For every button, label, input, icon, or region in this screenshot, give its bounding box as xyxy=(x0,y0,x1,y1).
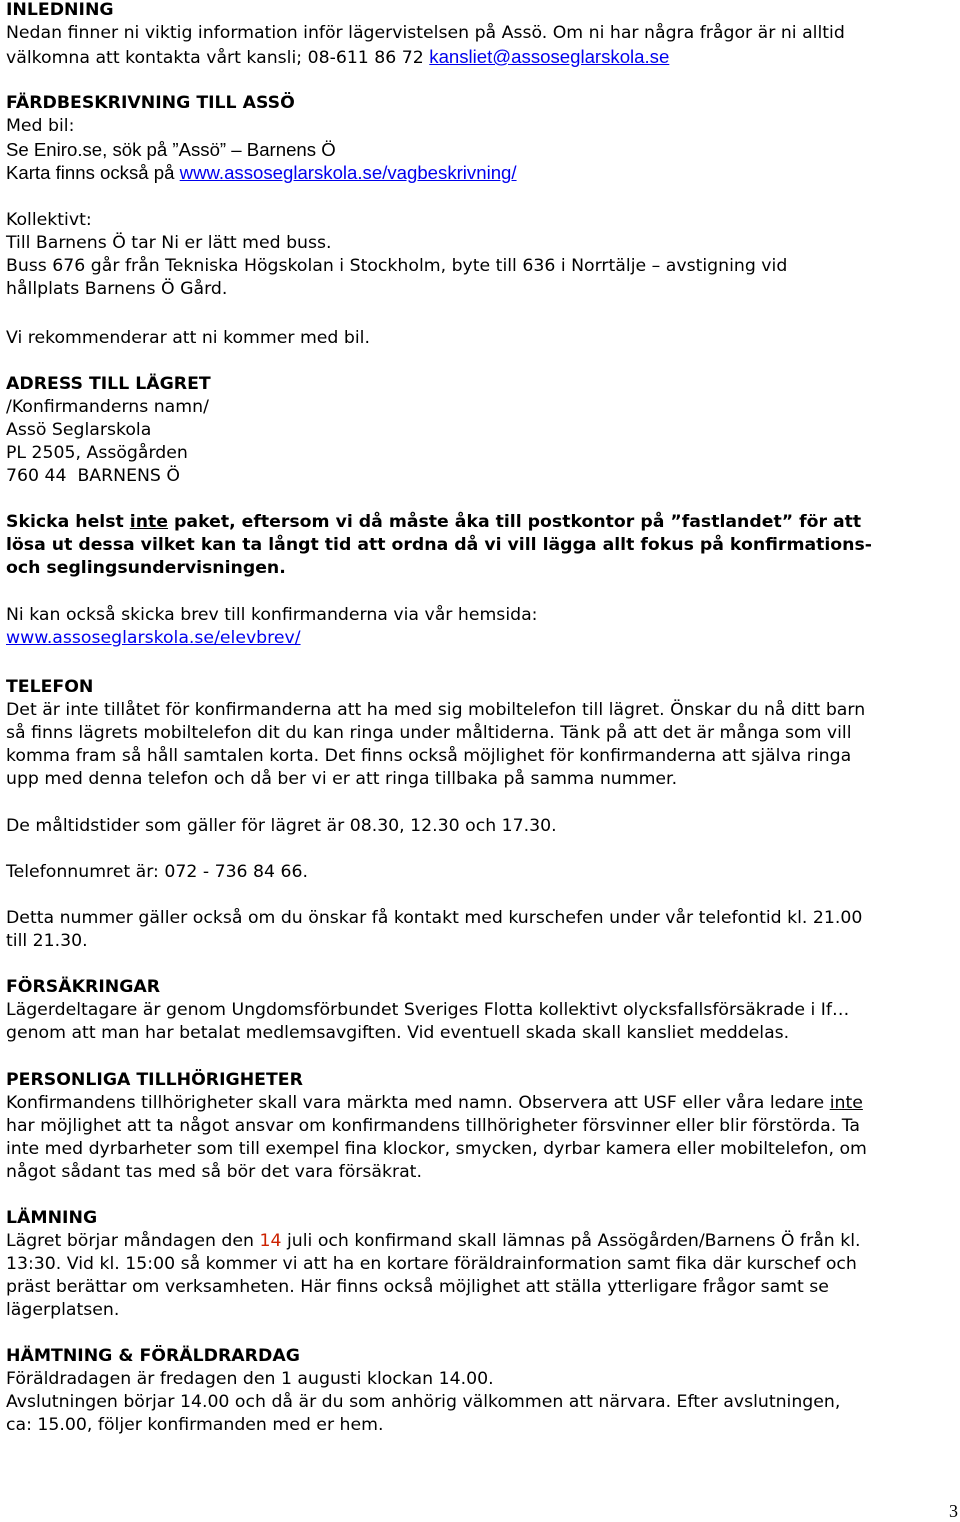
lamning-line: lägerplatsen. xyxy=(6,1300,120,1320)
section-inledning xyxy=(6,0,956,68)
heading-fardbeskrivning: FÄRDBESKRIVNING TILL ASSÖ xyxy=(6,93,295,113)
transit-line-1: Till Barnens Ö tar Ni er lätt med buss. xyxy=(6,233,332,253)
email-link[interactable]: kansliet@assoseglarskola.se xyxy=(429,46,670,67)
personliga-line: något sådant tas med så bör det vara försäkrat. xyxy=(6,1162,422,1182)
page-number: 3 xyxy=(949,1501,958,1521)
paket-line-1 xyxy=(6,511,956,534)
section-fardbeskrivning xyxy=(6,92,956,184)
forsakringar-line: Lägerdeltagare är genom Ungdomsförbundet Sveriges Flotta kollektivt olycksfallsförsäkrade i If… xyxy=(6,1000,850,1020)
map-text: Karta finns också på xyxy=(6,162,180,183)
section-brev xyxy=(6,604,956,650)
address-line: 760 44 BARNENS Ö xyxy=(6,466,180,486)
hamtning-line: ca: 15.00, följer konfirmanden med er hem. xyxy=(6,1415,384,1435)
map-link[interactable]: www.assoseglarskola.se/vagbeskrivning/ xyxy=(179,162,517,183)
heading-forsakringar: FÖRSÄKRINGAR xyxy=(6,977,161,997)
personliga-line: inte med dyrbarheter som till exempel fina klockor, smycken, dyrbar kamera eller mobiltelefon, om xyxy=(6,1139,867,1159)
lamning-text: juli och konfirmand skall lämnas på Assögården/Barnens Ö från kl. xyxy=(281,1231,861,1251)
lamning-line-1 xyxy=(6,1230,956,1253)
mealtimes-line: De måltidstider som gäller för lägret är 08.30, 12.30 och 17.30. xyxy=(6,816,557,836)
personliga-line-1 xyxy=(6,1092,956,1115)
telefon-line: upp med denna telefon och då ber vi er att ringa tillbaka på samma nummer. xyxy=(6,769,678,789)
transit-label: Kollektivt: xyxy=(6,210,92,230)
phone-number-line: Telefonnumret är: 072 - 736 84 66. xyxy=(6,862,309,882)
hamtning-line: Avslutningen börjar 14.00 och då är du som anhörig välkommen att närvara. Efter avslutningen, xyxy=(6,1392,841,1412)
paket-underlined-word: inte xyxy=(129,512,169,532)
car-label: Med bil: xyxy=(6,116,75,136)
transit-line-2: Buss 676 går från Tekniska Högskolan i Stockholm, byte till 636 i Norrtälje – avstigning vid xyxy=(6,256,788,276)
section-kollektivt xyxy=(6,209,956,301)
personliga-text: Konfirmandens tillhörigheter skall vara märkta med namn. Observera att USF eller våra ledare xyxy=(6,1093,830,1113)
section-adress xyxy=(6,373,956,488)
brev-line: Ni kan också skicka brev till konfirmanderna via vår hemsida: xyxy=(6,605,538,625)
hamtning-line: Föräldradagen är fredagen den 1 augusti klockan 14.00. xyxy=(6,1369,494,1389)
section-lamning xyxy=(6,1207,956,1322)
elevbrev-link[interactable]: www.assoseglarskola.se/elevbrev/ xyxy=(6,628,301,648)
telefon-line: så finns lägrets mobiltelefon dit du kan ringa under måltiderna. Tänk på att det är många som vill xyxy=(6,723,852,743)
map-line xyxy=(6,161,956,184)
intro-contact-text: välkomna att kontakta vårt kansli; 08-611 86 72 xyxy=(6,48,430,68)
mealtimes-paragraph xyxy=(6,815,956,838)
telefontid-line: Detta nummer gäller också om du önskar få kontakt med kurschefen under vår telefontid kl. 21.00 xyxy=(6,908,863,928)
personliga-line: har möjlighet att ta något ansvar om konfirmandens tillhörigheter försvinner eller blir förstörda. Ta xyxy=(6,1116,860,1136)
paket-text: paket, eftersom vi då måste åka till postkontor på ”fastlandet” för att xyxy=(168,512,862,532)
paket-text: Skicka helst xyxy=(6,512,130,532)
forsakringar-line: genom att man har betalat medlemsavgiften. Vid eventuell skada skall kansliet meddelas. xyxy=(6,1023,790,1043)
section-paket xyxy=(6,511,956,580)
section-hamtning xyxy=(6,1345,956,1437)
section-telefon xyxy=(6,676,956,791)
section-personliga xyxy=(6,1069,956,1184)
heading-hamtning: HÄMTNING & FÖRÄLDRARDAG xyxy=(6,1346,300,1366)
heading-inledning: INLEDNING xyxy=(6,0,114,20)
heading-lamning: LÄMNING xyxy=(6,1208,98,1228)
heading-telefon: TELEFON xyxy=(6,677,94,697)
paket-line-2: lösa ut dessa vilket kan ta långt tid att ordna då vi vill lägga allt fokus på konfirmations- xyxy=(6,535,872,555)
lamning-text: Lägret börjar måndagen den xyxy=(6,1231,260,1251)
intro-line-2 xyxy=(6,45,956,68)
heading-adress: ADRESS TILL LÄGRET xyxy=(6,374,211,394)
lamning-line: präst berättar om verksamheten. Här finns också möjlighet att ställa ytterligare frågor samt se xyxy=(6,1277,829,1297)
telefontid-paragraph xyxy=(6,907,956,953)
paket-line-3: och seglingsundervisningen. xyxy=(6,558,286,578)
transit-line-3: hållplats Barnens Ö Gård. xyxy=(6,279,228,299)
section-recommend xyxy=(6,327,956,350)
telefon-line: Det är inte tillåtet för konfirmanderna att ha med sig mobiltelefon till lägret. Önskar du nå ditt barn xyxy=(6,700,866,720)
lamning-date-highlight: 14 xyxy=(259,1231,282,1251)
telefontid-line: till 21.30. xyxy=(6,931,88,951)
lamning-line: 13:30. Vid kl. 15:00 så kommer vi att ha en kortare föräldrainformation samt fika där kurschef och xyxy=(6,1254,857,1274)
address-line: PL 2505, Assögården xyxy=(6,443,188,463)
personliga-underlined-word: inte xyxy=(829,1093,863,1113)
phone-number-paragraph xyxy=(6,861,956,884)
intro-line-1: Nedan finner ni viktig information inför lägervistelsen på Assö. Om ni har några frågor är ni alltid xyxy=(6,23,845,43)
address-line: Assö Seglarskola xyxy=(6,420,152,440)
section-forsakringar xyxy=(6,976,956,1045)
eniro-line: Se Eniro.se, sök på ”Assö” – Barnens Ö xyxy=(6,139,336,160)
heading-personliga: PERSONLIGA TILLHÖRIGHETER xyxy=(6,1070,303,1090)
telefon-line: komma fram så håll samtalen korta. Det finns också möjlighet för konfirmanderna att själva ringa xyxy=(6,746,852,766)
address-line: /Konfirmanderns namn/ xyxy=(6,397,209,417)
recommend-line: Vi rekommenderar att ni kommer med bil. xyxy=(6,328,370,348)
